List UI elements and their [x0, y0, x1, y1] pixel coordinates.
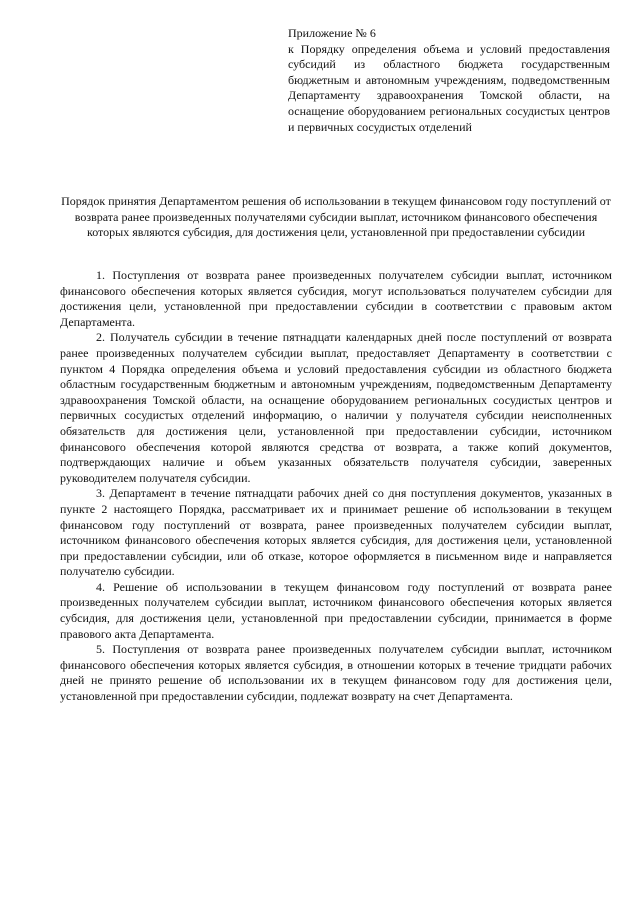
appendix-block: [288, 26, 610, 135]
document-title: Порядок принятия Департаментом решения об использовании в текущем финансовом году поступлений от возврата ранее произведенных получателями субсидии выплат, источником финансового обеспечения которых являются субсидия, для достижения цели, установленной при предоставлении субсидии: [61, 194, 611, 240]
appendix-title: Приложение № 6: [288, 26, 376, 40]
document-body: [60, 268, 612, 705]
paragraph-1: 1. Поступления от возврата ранее произведенных получателем субсидии выплат, источником финансового обеспечения которых является субсидия, могут использоваться получателем субсидии для достижения цели, установленной при предоставлении субсидии в соответствии с правовым актом Департамента.: [60, 268, 612, 329]
paragraph-2: 2. Получатель субсидии в течение пятнадцати календарных дней после поступлений от возврата ранее произведенных получателем субсидии выплат, предоставляет Департаменту в соответствии с пунктом 4 Порядка определения объема и условий предоставления субсидии из областного бюджета областным государственным бюджетным и автономным учреждениям, подведомственным Департаменту здравоохранения Томской области, на оснащение оборудованием региональных сосудистых центров и первичных сосудистых отделений информацию, о наличии у получателя субсидии неисполненных обязательств для достижения цели, установленной при предоставлении субсидии, источником финансового обеспечения которой являются средства от возврата, а также копий документов, подтверждающих наличие и объем указанных обязательств получателя субсидии, заверенных руководителем получателя субсидии.: [60, 330, 612, 485]
paragraph-4: 4. Решение об использовании в текущем финансовом году поступлений от возврата ранее произведенных получателем субсидии выплат, источником финансового обеспечения которых является субсидия, для достижения цели, установленной при предоставлении субсидии, принимается в форме правового акта Департамента.: [60, 579, 612, 641]
appendix-text: к Порядку определения объема и условий предоставления субсидий из областного бюджета государственным бюджетным и автономным учреждениям, подведомственным Департаменту здравоохранения Томской области, на оснащение оборудованием региональных сосудистых центров и первичных сосудистых отделений: [288, 41, 610, 134]
paragraph-5: 5. Поступления от возврата ранее произведенных получателем субсидии выплат, источником финансового обеспечения которых является субсидия, в отношении которых в течение тридцати рабочих дней не принято решение об использовании их в текущем финансовом году для достижения цели, установленной при предоставлении субсидии, подлежат возврату на счет Департамента.: [60, 642, 612, 704]
paragraph-3: 3. Департамент в течение пятнадцати рабочих дней со дня поступления документов, указанных в пункте 2 настоящего Порядка, рассматривает их и принимает решение об использовании в текущем финансовом году поступлений от возврата, ранее произведенных получателем субсидии выплат, источником финансового обеспечения которых является субсидия, для достижения цели, установленной при предоставлении субсидии, или об отказе, которое оформляется в письменном виде и направляется получателю субсидии.: [60, 486, 612, 579]
